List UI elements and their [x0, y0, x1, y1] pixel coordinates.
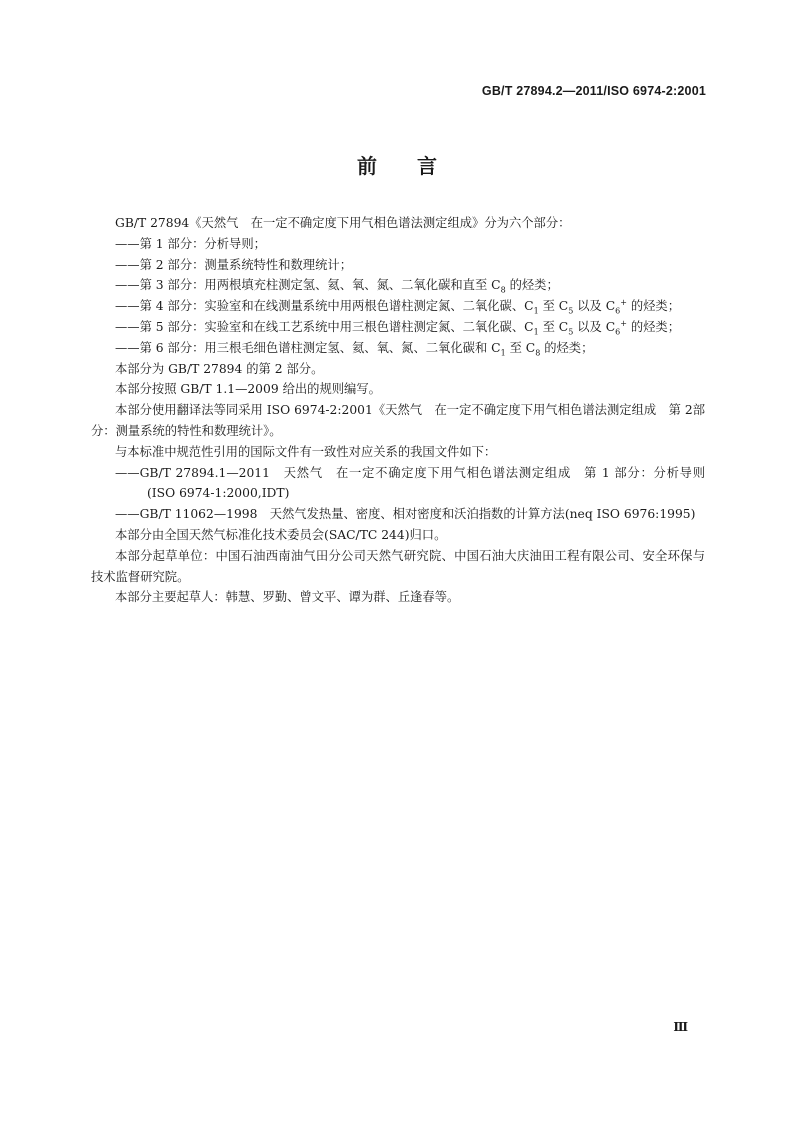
part-item-4-mid: 至 C: [538, 299, 569, 314]
intro-paragraph: GB/T 27894《天然气 在一定不确定度下用气相色谱法测定组成》分为六个部分：: [115, 216, 571, 230]
part-item-6-sub2: 8: [535, 348, 541, 358]
page-title: 前言: [357, 154, 477, 178]
part-item-6-sub1: 1: [500, 348, 506, 358]
paragraph-drafters: 本部分主要起草人：韩慧、罗勤、曾文平、谭为群、丘逢春等。: [115, 590, 460, 605]
part-item-4-post: 的烃类；: [626, 299, 681, 314]
paragraph-drafting-rules: 本部分按照 GB/T 1.1—2009 给出的规则编写。: [115, 382, 381, 397]
part-item-5-sub2: 5: [568, 327, 574, 337]
paragraph-corresponding-docs: 与本标准中规范性引用的国际文件有一致性对应关系的我国文件如下：: [115, 444, 497, 459]
part-item-4-pre: ——第 4 部分：实验室和在线测量系统中用两根色谱柱测定氮、二氧化碳、C: [115, 299, 534, 314]
part-item-3-pre: ——第 3 部分：用两根填充柱测定氢、氦、氧、氮、二氧化碳和直至 C: [115, 278, 501, 293]
part-item-4: [91, 296, 705, 317]
paragraph-committee: 本部分由全国天然气标准化技术委员会(SAC/TC 244)归口。: [115, 527, 447, 542]
reference-item-2: ——GB/T 11062—1998 天然气发热量、密度、相对密度和沃泊指数的计算方法(neq ISO 6976:1995): [115, 507, 696, 522]
part-item-1: ——第 1 部分：分析导则；: [115, 236, 266, 251]
part-item-5-sub3: 6: [615, 327, 621, 337]
part-item-6-mid: 至 C: [505, 340, 536, 355]
part-item-4-sup3: +: [620, 298, 627, 308]
paragraph-drafting-units: 本部分起草单位：中国石油西南油气田分公司天然气研究院、中国石油大庆油田工程有限公司、安全环保与技术监督研究院。: [91, 548, 705, 584]
foreword-body: [91, 213, 705, 608]
part-item-5-sub1: 1: [533, 327, 539, 337]
part-item-4-mid2: 以及 C: [573, 299, 616, 314]
part-item-4-sub1: 1: [533, 306, 539, 316]
part-item-4-sub3: 6: [615, 306, 621, 316]
part-item-6-pre: ——第 6 部分：用三根毛细色谱柱测定氢、氦、氧、氮、二氧化碳和 C: [115, 340, 501, 355]
reference-item-1: ——GB/T 27894.1—2011 天然气 在一定不确定度下用气相色谱法测定组成 第 1 部分：分析导则(ISO 6974-1:2000,IDT): [115, 465, 705, 501]
part-item-5-mid: 至 C: [538, 319, 569, 334]
part-item-5-pre: ——第 5 部分：实验室和在线工艺系统中用三根色谱柱测定氮、二氧化碳、C: [115, 319, 534, 334]
part-item-6: [91, 338, 705, 359]
part-item-2: ——第 2 部分：测量系统特性和数理统计；: [115, 257, 352, 272]
part-item-5-sup3: +: [620, 318, 627, 328]
part-item-3-sub1: 8: [500, 285, 506, 295]
part-item-3: [91, 275, 705, 296]
paragraph-adoption: 本部分使用翻译法等同采用 ISO 6974-2:2001《天然气 在一定不确定度下用气相色谱法测定组成 第 2部分：测量系统的特性和数理统计》。: [91, 403, 705, 438]
paragraph-part-of: 本部分为 GB/T 27894 的第 2 部分。: [115, 361, 324, 376]
part-item-5: [91, 317, 705, 338]
part-item-4-sub2: 5: [568, 306, 574, 316]
page-number: Ⅲ: [673, 1020, 688, 1034]
part-item-5-mid2: 以及 C: [573, 319, 616, 334]
part-item-3-post: 的烃类；: [505, 278, 559, 293]
standard-code: GB/T 27894.2—2011/ISO 6974-2:2001: [481, 84, 706, 98]
part-item-5-post: 的烃类；: [626, 319, 681, 334]
part-item-6-post: 的烃类；: [540, 340, 594, 355]
